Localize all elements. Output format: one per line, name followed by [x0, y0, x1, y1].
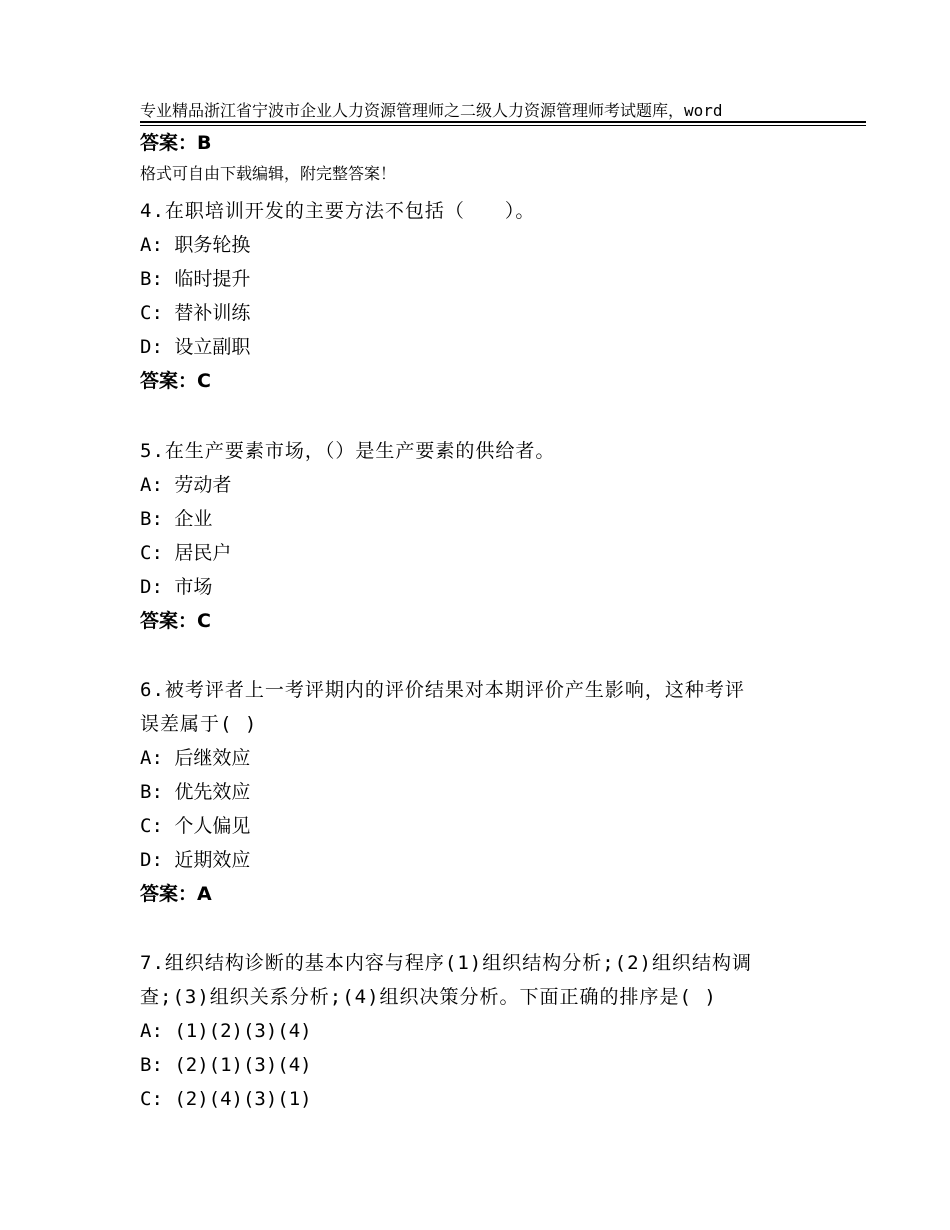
- option-text: 市场: [174, 576, 213, 598]
- header-divider-thick: [140, 121, 866, 123]
- option-text: 临时提升: [174, 268, 251, 290]
- option-key: B:: [140, 1054, 163, 1076]
- question-text-line-1: 7.组织结构诊断的基本内容与程序(1)组织结构分析;(2)组织结构调: [140, 952, 752, 974]
- option-b: [140, 775, 860, 809]
- option-a: [140, 741, 860, 775]
- question-4: [140, 194, 860, 398]
- question-text: 4.在职培训开发的主要方法不包括（ ）。: [140, 200, 536, 222]
- question-text: 5.在生产要素市场，（）是生产要素的供给者。: [140, 440, 556, 462]
- option-text: (1)(2)(3)(4): [174, 1020, 312, 1042]
- option-c: [140, 536, 860, 570]
- option-c: [140, 809, 860, 843]
- option-text: 个人偏见: [174, 815, 251, 837]
- option-text: 优先效应: [174, 781, 251, 803]
- option-b: [140, 502, 860, 536]
- option-key: A:: [140, 1020, 163, 1042]
- option-key: A:: [140, 747, 163, 769]
- option-key: C:: [140, 815, 163, 837]
- option-key: B:: [140, 781, 163, 803]
- option-text: 职务轮换: [174, 234, 251, 256]
- option-text: (2)(4)(3)(1): [174, 1088, 312, 1110]
- option-a: [140, 228, 860, 262]
- option-key: D:: [140, 849, 163, 871]
- option-text: 替补训练: [174, 302, 251, 324]
- option-d: [140, 330, 860, 364]
- option-c: [140, 296, 860, 330]
- option-a: [140, 1014, 860, 1048]
- option-key: B:: [140, 508, 163, 530]
- answer: 答案：C: [140, 370, 211, 392]
- option-key: D:: [140, 336, 163, 358]
- option-text: 后继效应: [174, 747, 251, 769]
- option-text: 设立副职: [174, 336, 251, 358]
- option-key: A:: [140, 234, 163, 256]
- answer: 答案：C: [140, 610, 211, 632]
- answer: 答案：A: [140, 883, 212, 905]
- option-text: 企业: [174, 508, 213, 530]
- option-text: 劳动者: [174, 474, 232, 496]
- option-a: [140, 468, 860, 502]
- option-key: C:: [140, 1088, 163, 1110]
- option-text: 居民户: [174, 542, 232, 564]
- question-text-line-2: 误差属于( ): [140, 713, 258, 735]
- option-d: [140, 843, 860, 877]
- option-b: [140, 262, 860, 296]
- question-7: [140, 946, 860, 1116]
- option-b: [140, 1048, 860, 1082]
- question-6: [140, 673, 860, 911]
- option-d: [140, 570, 860, 604]
- previous-answer: 答案：B: [140, 132, 212, 154]
- option-key: B:: [140, 268, 163, 290]
- option-key: A:: [140, 474, 163, 496]
- option-c: [140, 1082, 860, 1116]
- question-5: [140, 434, 860, 638]
- question-text-line-1: 6.被考评者上一考评期内的评价结果对本期评价产生影响，这种考评: [140, 679, 745, 701]
- header-line-2: 格式可自由下载编辑，附完整答案！: [140, 164, 397, 183]
- question-text-line-2: 查;(3)组织关系分析;(4)组织决策分析。下面正确的排序是( ): [140, 986, 717, 1008]
- option-text: 近期效应: [174, 849, 251, 871]
- option-key: C:: [140, 302, 163, 324]
- header-line-1: 专业精品浙江省宁波市企业人力资源管理师之二级人力资源管理师考试题库，word: [140, 101, 723, 120]
- option-text: (2)(1)(3)(4): [174, 1054, 312, 1076]
- option-key: C:: [140, 542, 163, 564]
- option-key: D:: [140, 576, 163, 598]
